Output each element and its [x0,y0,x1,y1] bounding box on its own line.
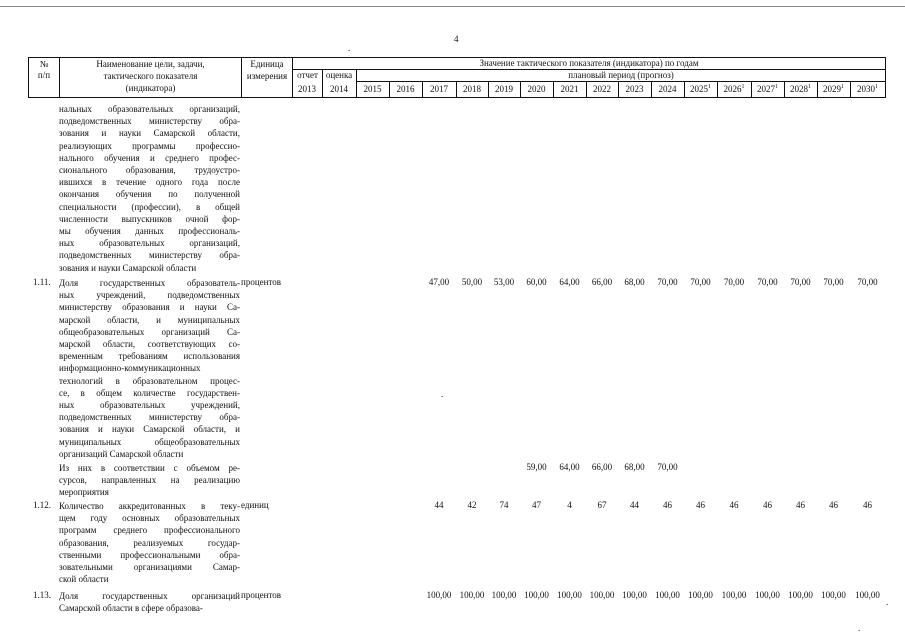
value-cell-2017: 44 [434,500,444,510]
value-cell-2021: 4 [567,500,572,510]
indicator-name-line: программ среднего профессионального [59,525,240,536]
row-unit: процентов [241,590,282,600]
value-cell-2023: 68,00 [624,462,645,472]
value-cell-2022: 67 [597,500,607,510]
header-year-2026: 2026$^1$ [723,84,745,94]
value-cell-2017: 100,00 [426,590,452,600]
row-unit: единиц [241,500,269,510]
value-cell-2027: 70,00 [757,277,778,287]
footnote-mark: 1 [775,84,778,90]
indicator-name-line: нальных образовательных организаций, [59,104,240,114]
indicator-name-line: се, в общем количестве государствен- [59,387,240,398]
header-right-rule [885,57,886,98]
header-year-2018: 2018 [463,84,481,94]
scan-speck: . [858,623,861,633]
header-name-label: тактического показателя [103,71,198,81]
value-cell-2029: 70,00 [823,277,844,287]
header-name-label: (индикатора) [125,83,176,93]
indicator-name-line: зования и науки Самарской области [59,262,197,273]
footnote-mark: 1 [875,84,878,90]
indicator-name-line: ственными профессиональными обра- [59,549,240,560]
indicator-name-line: министерству образования и науки Са- [59,302,240,313]
value-cell-2021: 64,00 [559,462,580,472]
header-year-2017: 2017 [430,84,448,94]
indicator-name-line: зовательными организациями Самар- [59,562,240,573]
indicator-name-line: щем году основных образовательных [59,513,240,524]
footnote-mark: 1 [741,84,745,90]
indicator-name-line: мероприятия [59,487,109,498]
value-cell-2025: 100,00 [688,590,713,600]
indicator-name-line: ных учреждений, подведомственных [59,290,240,301]
value-cell-2028: 46 [796,500,805,510]
header-rule-planned [356,81,885,82]
value-cell-2020: 100,00 [524,590,549,600]
value-cell-2024: 46 [663,500,672,510]
value-cell-2022: 66,00 [591,277,613,287]
indicator-name-line: марской области, и муниципальных [59,314,240,325]
header-report-label: отчет [297,70,318,80]
header-unit-label: измерения [246,71,288,81]
row-number: 1.12. [33,500,51,510]
indicator-name-line: Доля государственных организаций [59,591,240,601]
indicator-name-line: численности выпускников очной фор- [59,213,240,224]
footnote-mark: 1 [708,84,711,90]
indicator-name-line: реализующих программы профессио- [59,140,240,151]
header-unit-label: Единица [250,59,284,69]
indicator-name-line: муниципальных общеобразовательных [59,436,240,447]
header-year-2019: 2019 [495,84,513,94]
indicator-name-line: временным требованиям использования [59,351,240,362]
scan-speck: . [886,597,889,607]
value-cell-2022: 100,00 [589,590,615,600]
indicator-name-line: ных образовательных учреждений, [59,400,240,411]
indicator-name-line: Самарской области в сфере образова- [59,603,203,614]
header-estimate-label: оценка [325,70,353,80]
value-cell-2019: 74 [499,500,509,510]
indicator-name-line: технологий в образовательном процес- [59,375,240,386]
indicator-name-line: зования и науки Самарской области, и [59,424,240,435]
value-cell-2027: 100,00 [755,590,780,600]
indicator-name-line: Количество аккредитованных в теку- [59,501,240,511]
indicator-name-line: общеобразовательных организаций Са- [59,326,240,337]
header-year-2016: 2016 [396,84,415,94]
indicator-name-line: специальности (профессии), в общей [59,201,240,212]
value-cell-2017: 47,00 [428,277,450,287]
value-cell-2019: 100,00 [491,590,517,600]
footnote-mark: 1 [841,84,844,90]
value-cell-2021: 64,00 [559,277,580,287]
value-cell-2030: 100,00 [855,590,880,600]
header-year-2027: 2027$^1$ [757,84,778,94]
indicator-name-line: образования, реализуемых государ- [59,537,240,548]
value-cell-2024: 70,00 [657,462,678,472]
value-cell-2020: 60,00 [526,277,547,287]
value-cell-2025: 70,00 [690,277,711,287]
indicator-name-line: подведомственных министерству обра- [59,250,240,261]
indicator-name-line: сионального образования, трудоустро- [59,165,240,176]
indicator-name [59,103,240,274]
indicator-name-line: подведомственных министерству обра- [59,412,240,423]
indicator-name-line: зования и науки Самарской области, [59,128,240,139]
value-cell-2026: 100,00 [721,590,747,600]
indicator-name [59,500,240,585]
header-name-label: Наименование цели, задачи, [96,59,205,69]
header-values-title: Значение тактического показателя (индикатора) по годам [479,58,699,68]
indicator-name-line: Доля государственных образователь- [59,278,240,288]
header-num-label: п/п [37,69,51,80]
header-year-2024: 2024 [658,84,677,94]
value-cell-2024: 100,00 [655,590,680,600]
value-cell-2022: 66,00 [591,462,613,472]
value-cell-2025: 46 [696,500,705,510]
value-cell-2020: 59,00 [526,462,547,472]
indicator-name-line: информационно-коммуникационных [59,363,201,374]
header-year-2023: 2023 [625,84,644,94]
value-cell-2030: 46 [863,500,872,510]
header-year-2020: 2020 [527,84,546,94]
row-number: 1.11. [33,277,51,287]
header-year-2015: 2015 [363,84,382,94]
value-cell-2023: 100,00 [622,590,647,600]
value-cell-2023: 44 [630,500,639,510]
indicator-name-line: ных образовательных организаций, [59,238,240,249]
header-year-2030: 2030$^1$ [857,84,878,94]
indicator-name [59,590,240,614]
value-cell-2028: 70,00 [790,277,811,287]
header-year-2014: 2014 [330,84,348,94]
header-year-2029: 2029$^1$ [823,84,844,94]
value-cell-2018: 100,00 [459,590,485,600]
page-number: 4 [454,34,459,44]
value-cell-2027: 46 [763,500,772,510]
header-year-2013: 2013 [298,84,316,94]
indicator-name-line: ившихся в течение одного года после [59,177,240,188]
indicator-name-line: мы обучения данных профессиональ- [59,226,240,237]
value-cell-2020: 47 [532,500,541,510]
indicator-name-line: нального обучения и среднего профес- [59,152,240,163]
indicator-name-line: марской области, соответствующих со- [59,339,240,350]
value-cell-2018: 42 [467,500,477,510]
indicator-name-line: подведомственных министерству обра- [59,116,240,127]
scan-speck: . [348,43,351,53]
header-year-2021: 2021 [560,84,579,94]
indicator-name-line: ской области [59,574,109,585]
value-cell-2029: 100,00 [821,590,846,600]
footnote-mark: 1 [808,84,811,90]
indicator-name-line: окончания обучения по полученной [59,189,240,200]
value-cell-2030: 70,00 [857,277,878,287]
value-cell-2026: 46 [729,500,739,510]
value-cell-2021: 100,00 [557,590,582,600]
indicator-name-line: Из них в соответствии с объемом ре- [59,463,240,473]
header-planned-label: плановый период (прогноз) [568,70,674,80]
value-cell-2029: 46 [829,500,838,510]
scan-speck: . [441,389,444,399]
value-cell-2019: 53,00 [493,277,515,287]
header-year-2028: 2028$^1$ [790,84,811,94]
value-cell-2028: 100,00 [788,590,813,600]
indicator-name-line: сурсов, направленных на реализацию [59,475,240,486]
value-cell-2023: 68,00 [624,277,645,287]
header-num-label: № [39,59,49,69]
row-unit: процентов [241,277,282,287]
value-cell-2018: 50,00 [461,277,483,287]
indicator-name [59,277,240,460]
value-cell-2024: 70,00 [657,277,678,287]
indicator-name-line: организаций Самарской области [59,448,184,459]
header-year-2022: 2022 [593,84,611,94]
header-bottom-rule [28,97,885,98]
page-top-rule [0,6,905,7]
header-year-2025: 2025$^1$ [690,84,711,94]
indicator-name [59,462,240,499]
value-cell-2026: 70,00 [723,277,745,287]
row-number: 1.13. [33,590,51,600]
